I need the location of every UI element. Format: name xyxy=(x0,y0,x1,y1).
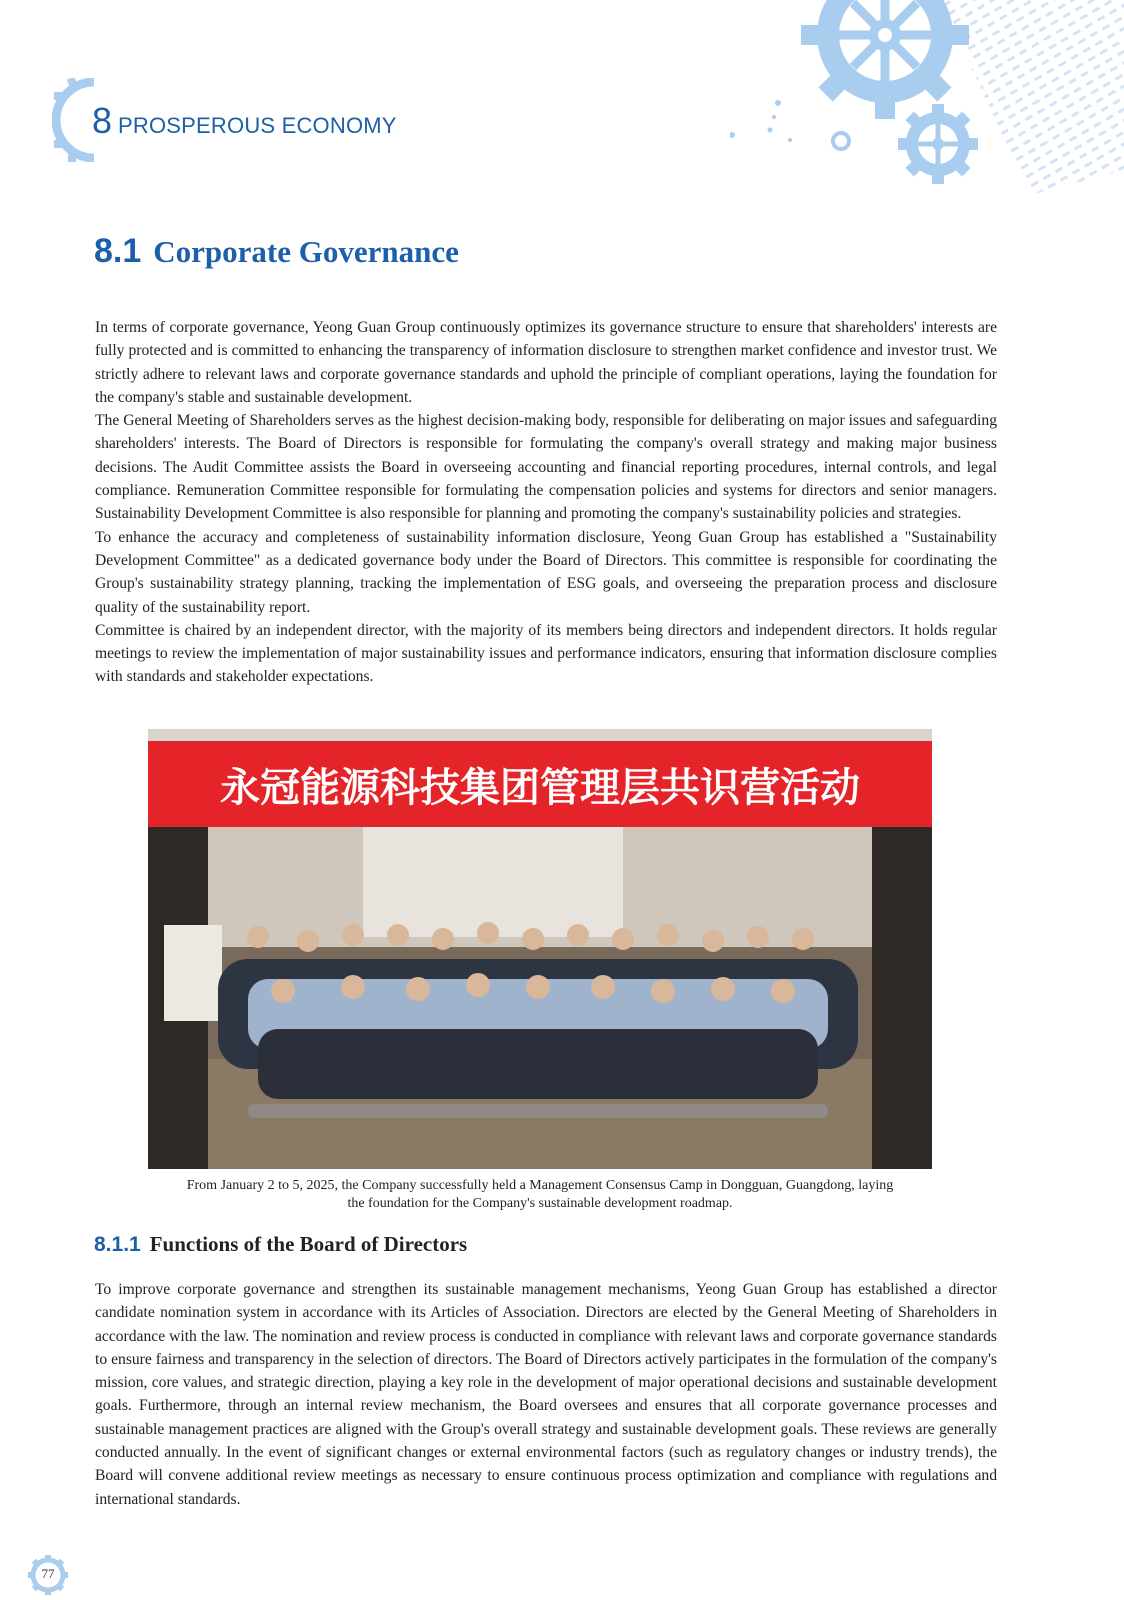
photo-banner-text: 永冠能源科技集团管理层共识营活动 xyxy=(220,765,860,811)
caption-line: From January 2 to 5, 2025, the Company successfully held a Management Consensus Camp in Dongguan, Guangdong, laying xyxy=(186,1178,894,1193)
group-photo-illustration xyxy=(148,729,932,1169)
chapter-title: PROSPEROUS ECONOMY xyxy=(118,113,397,138)
page-number: 77 xyxy=(41,1566,55,1581)
page-number-badge xyxy=(28,1555,68,1595)
caption-line: the foundation for the Company's sustainable development roadmap. xyxy=(347,1195,733,1211)
small-gear-icon xyxy=(898,104,978,184)
subsection-body xyxy=(95,1278,997,1511)
section-number: 8.1 xyxy=(94,232,142,270)
paragraph: Committee is chaired by an independent director, with the majority of its members being directors and independent directors. It holds regular meetings to review the implementation of major sustainability issues and performance indicators, ensuring that information disclosure complies with standards and stakeholder expectations. xyxy=(95,621,997,686)
section-title: Corporate Governance xyxy=(153,234,459,269)
paragraph: The General Meeting of Shareholders serves as the highest decision-making body, responsible for deliberating on major issues and safeguarding shareholders' interests. The Board of Directors is responsible for formulating the company's overall strategy and making major business decisions. The Audit Committee assists the Board in overseeing accounting and financial reporting procedures, internal controls, and legal compliance. Remuneration Committee responsible for formulating the compensation policies and systems for directors and senior managers. Sustainability Development Committee is also responsible for planning and promoting the company's sustainability policies and strategies. xyxy=(95,412,997,523)
paragraph: In terms of corporate governance, Yeong Guan Group continuously optimizes its governance structure to ensure that shareholders' interests are fully protected and is committed to enhancing the transparency of information disclosure to strengthen market confidence and investor trust. We strictly adhere to relevant laws and corporate governance standards and uphold the principle of compliant operations, laying the foundation for the company's stable and sustainable development. xyxy=(95,319,997,406)
large-gear-icon xyxy=(801,0,969,119)
photo-caption xyxy=(140,1177,940,1212)
subsection-number: 8.1.1 xyxy=(94,1233,141,1256)
group-photo xyxy=(148,729,932,1169)
subsection-title: Functions of the Board of Directors xyxy=(149,1232,468,1256)
tiny-gear-icon xyxy=(833,133,849,149)
paragraph: To improve corporate governance and strengthen its sustainable management mechanisms, Yeong Guan Group has established a director candidate nomination system in accordance with its Articles of Association. Directors are elected by the General Meeting of Shareholders in accordance with the law. The nomination and review process is conducted in compliance with relevant laws and corporate governance standards to ensure fairness and transparency in the selection of directors. The Board of Directors actively participates in the formulation of the company's mission, core values, and strategic direction, playing a key role in the development of major operational decisions and sustainable development goals. Furthermore, through an internal review mechanism, the Board oversees and ensures that all corporate governance processes and sustainable management practices are aligned with the Group's overall strategy and sustainable development goals. These reviews are generally conducted annually. In the event of significant changes or external environmental factors (such as regulatory changes or industry trends), the Board will convene additional review meetings as necessary to ensure continuous process optimization and compliance with regulations and international standards. xyxy=(95,1281,997,1508)
subsection-heading xyxy=(94,1232,467,1257)
section-heading xyxy=(94,232,459,271)
chapter-header xyxy=(92,100,397,142)
gear-pattern-decoration xyxy=(730,0,1124,200)
chapter-number: 8 xyxy=(92,100,113,141)
paragraph: To enhance the accuracy and completeness of sustainability information disclosure, Yeong Guan Group has established a "Sustainability Development Committee" as a dedicated governance body under the Board of Directors. This committee is responsible for coordinating the Group's sustainability strategy planning, tracking the implementation of ESG goals, and overseeing the preparation process and disclosure quality of the sustainability report. xyxy=(95,528,997,616)
section-body xyxy=(95,316,997,689)
